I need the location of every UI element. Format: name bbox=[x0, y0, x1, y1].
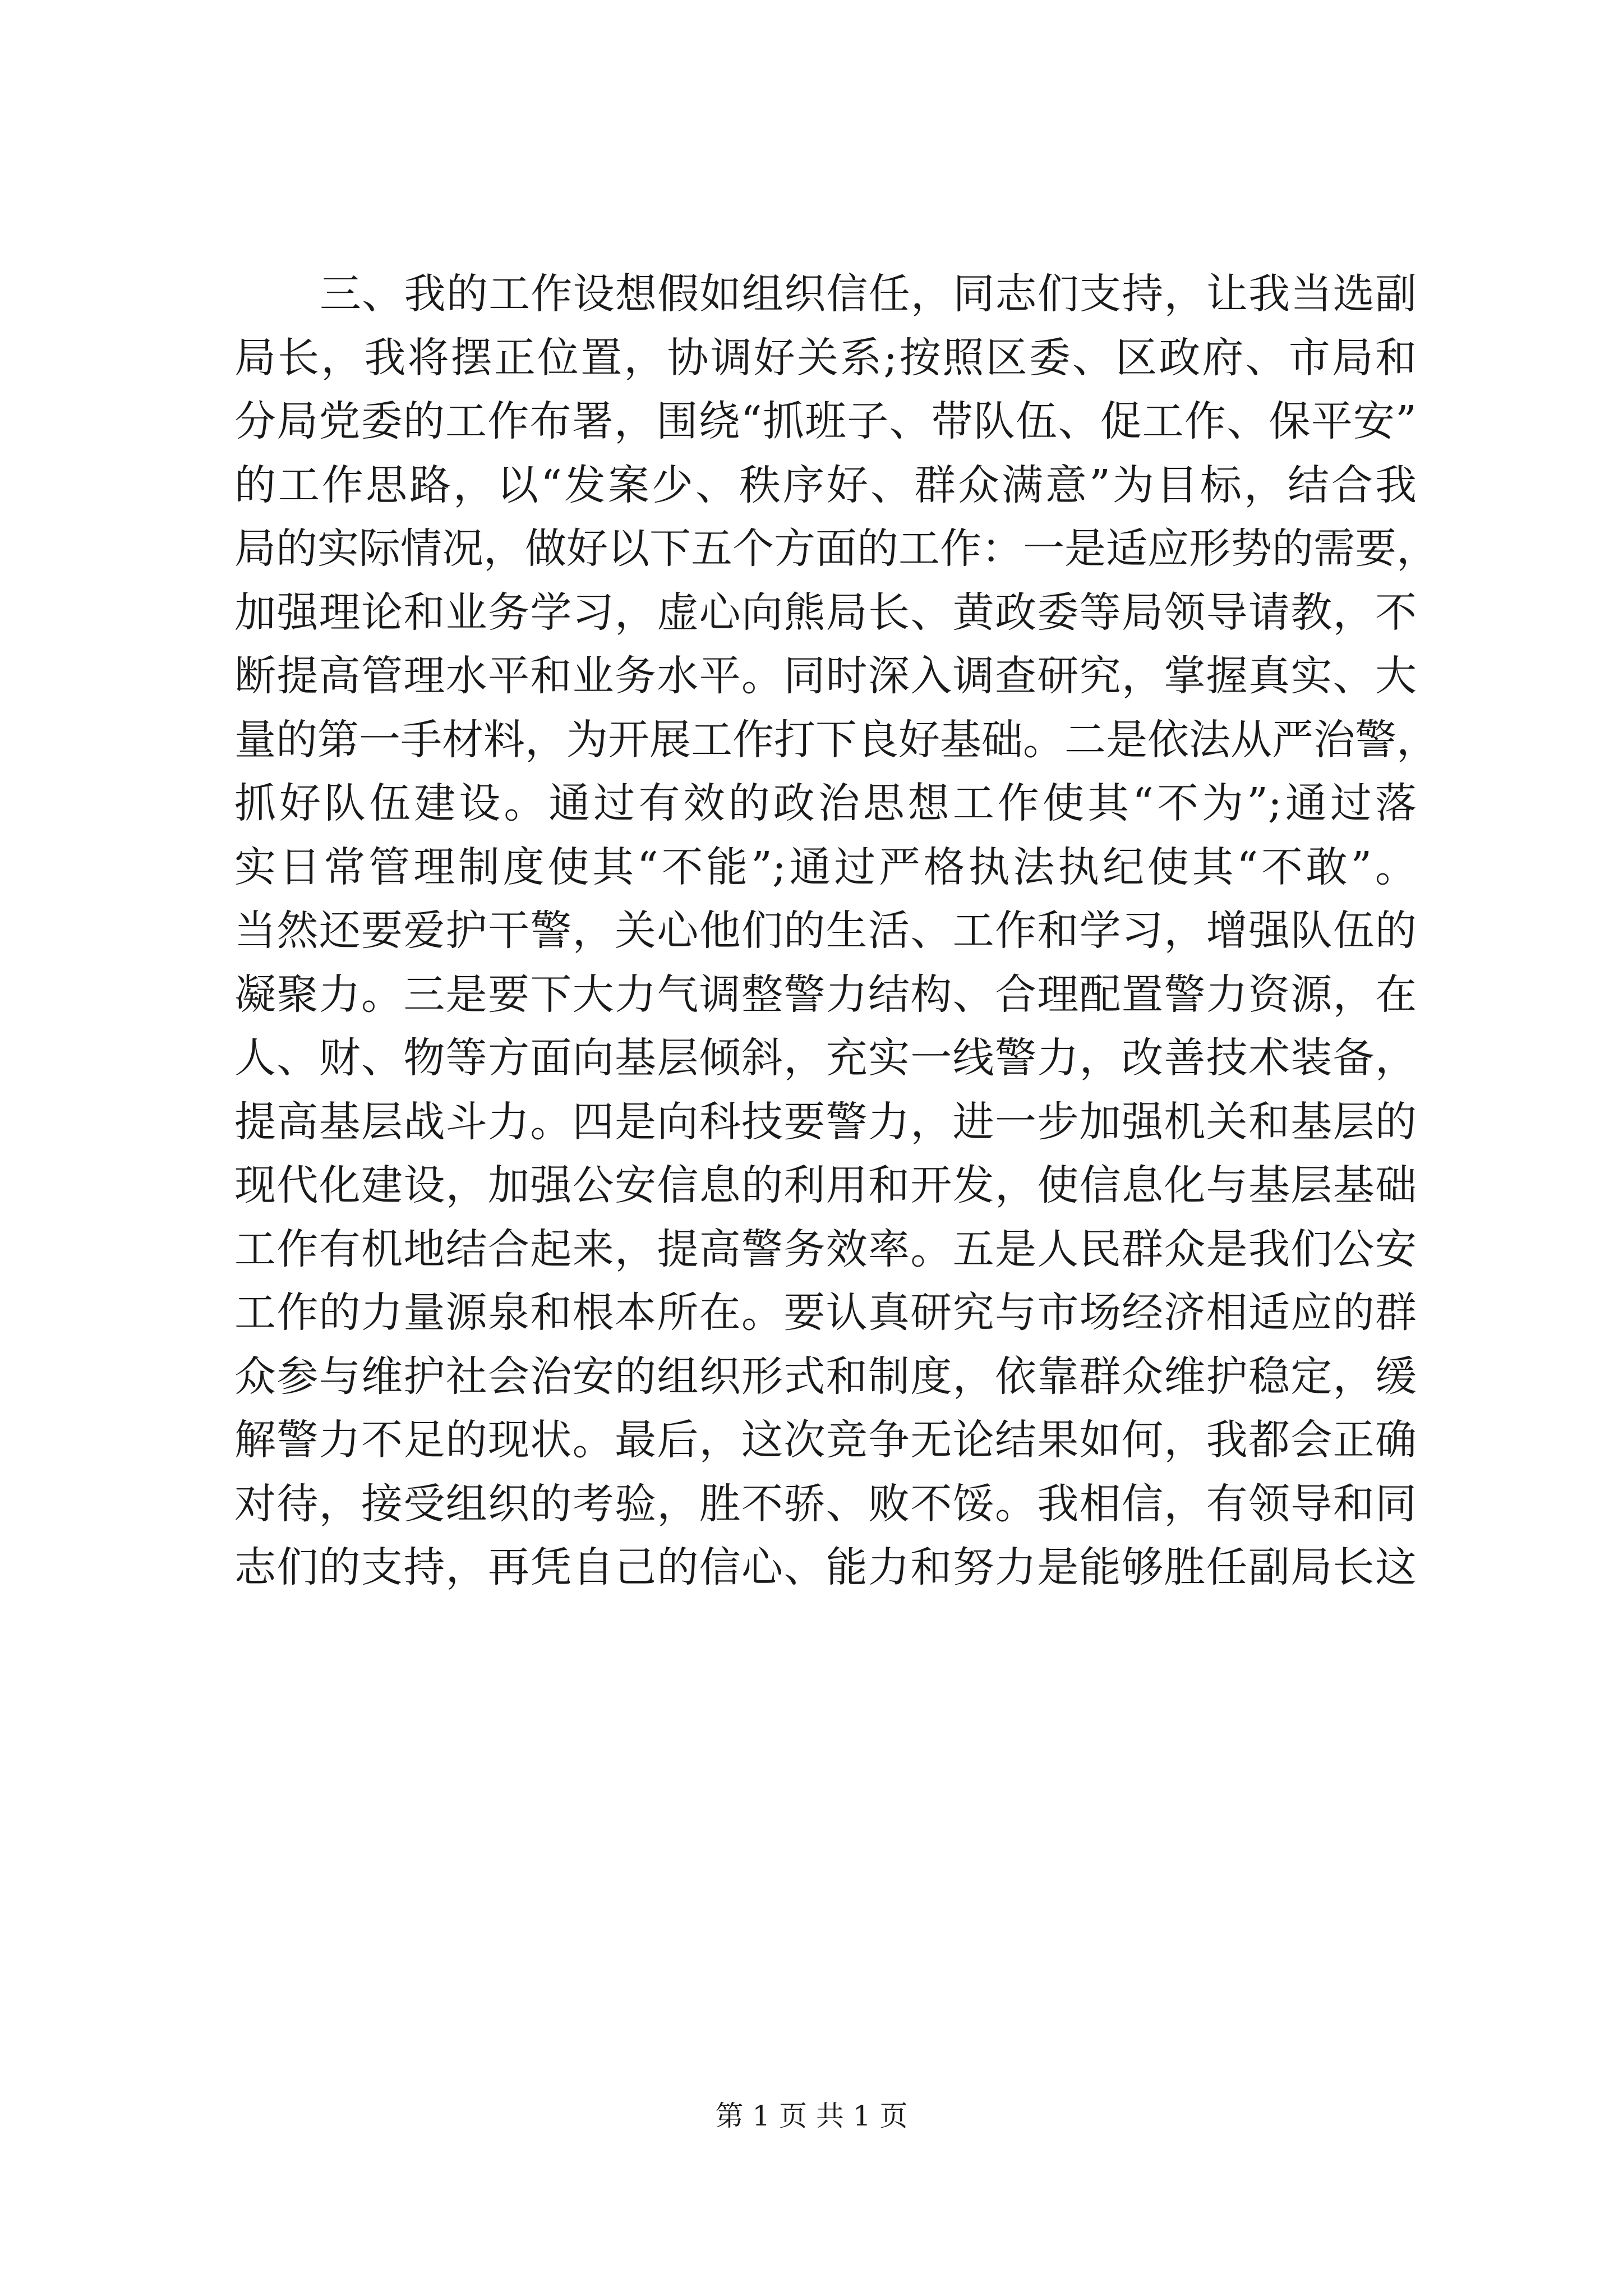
paragraph-line: 志们的支持，再凭自己的信心、能力和努力是能够胜任副局长这 bbox=[234, 1543, 1417, 1591]
paragraph-line: 的工作思路，以“发案少、秩序好、群众满意”为目标，结合我 bbox=[234, 461, 1417, 509]
paragraph-line: 抓好队伍建设。通过有效的政治思想工作使其“不为”;通过落 bbox=[234, 779, 1417, 827]
paragraph-line: 现代化建设，加强公安信息的利用和开发，使信息化与基层基础 bbox=[234, 1161, 1417, 1209]
paragraph-line: 量的第一手材料，为开展工作打下良好基础。二是依法从严治警， bbox=[234, 715, 1438, 764]
paragraph-line: 局的实际情况，做好以下五个方面的工作：一是适应形势的需要， bbox=[234, 524, 1438, 573]
paragraph-line: 解警力不足的现状。最后，这次竞争无论结果如何，我都会正确 bbox=[234, 1416, 1417, 1464]
paragraph-line: 断提高管理水平和业务水平。同时深入调查研究，掌握真实、大 bbox=[234, 652, 1417, 700]
paragraph-line: 凝聚力。三是要下大力气调整警力结构、合理配置警力资源，在 bbox=[234, 970, 1417, 1019]
paragraph-line: 三、我的工作设想假如组织信任，同志们支持，让我当选副 bbox=[320, 270, 1417, 318]
paragraph-line: 工作有机地结合起来，提高警务效率。五是人民群众是我们公安 bbox=[234, 1225, 1417, 1273]
paragraph-line: 人、财、物等方面向基层倾斜，充实一线警力，改善技术装备， bbox=[234, 1034, 1417, 1082]
paragraph-line: 实日常管理制度使其“不能”;通过严格执法执纪使其“不敢”。 bbox=[234, 843, 1417, 891]
paragraph-line: 对待，接受组织的考验，胜不骄、败不馁。我相信，有领导和同 bbox=[234, 1479, 1417, 1528]
paragraph-line: 众参与维护社会治安的组织形式和制度，依靠群众维护稳定，缓 bbox=[234, 1352, 1417, 1401]
paragraph-line: 分局党委的工作布署，围绕“抓班子、带队伍、促工作、保平安” bbox=[234, 397, 1417, 445]
paragraph-line: 提高基层战斗力。四是向科技要警力，进一步加强机关和基层的 bbox=[234, 1097, 1417, 1146]
paragraph-line: 工作的力量源泉和根本所在。要认真研究与市场经济相适应的群 bbox=[234, 1289, 1417, 1337]
body-paragraph bbox=[234, 263, 1438, 1600]
paragraph-line: 加强理论和业务学习，虚心向熊局长、黄政委等局领导请教，不 bbox=[234, 588, 1417, 637]
paragraph-line: 当然还要爱护干警，关心他们的生活、工作和学习，增强队伍的 bbox=[234, 907, 1417, 955]
page-number-footer: 第 1 页 共 1 页 bbox=[715, 2100, 908, 2132]
paragraph-line: 局长，我将摆正位置，协调好关系;按照区委、区政府、市局和 bbox=[234, 333, 1417, 382]
